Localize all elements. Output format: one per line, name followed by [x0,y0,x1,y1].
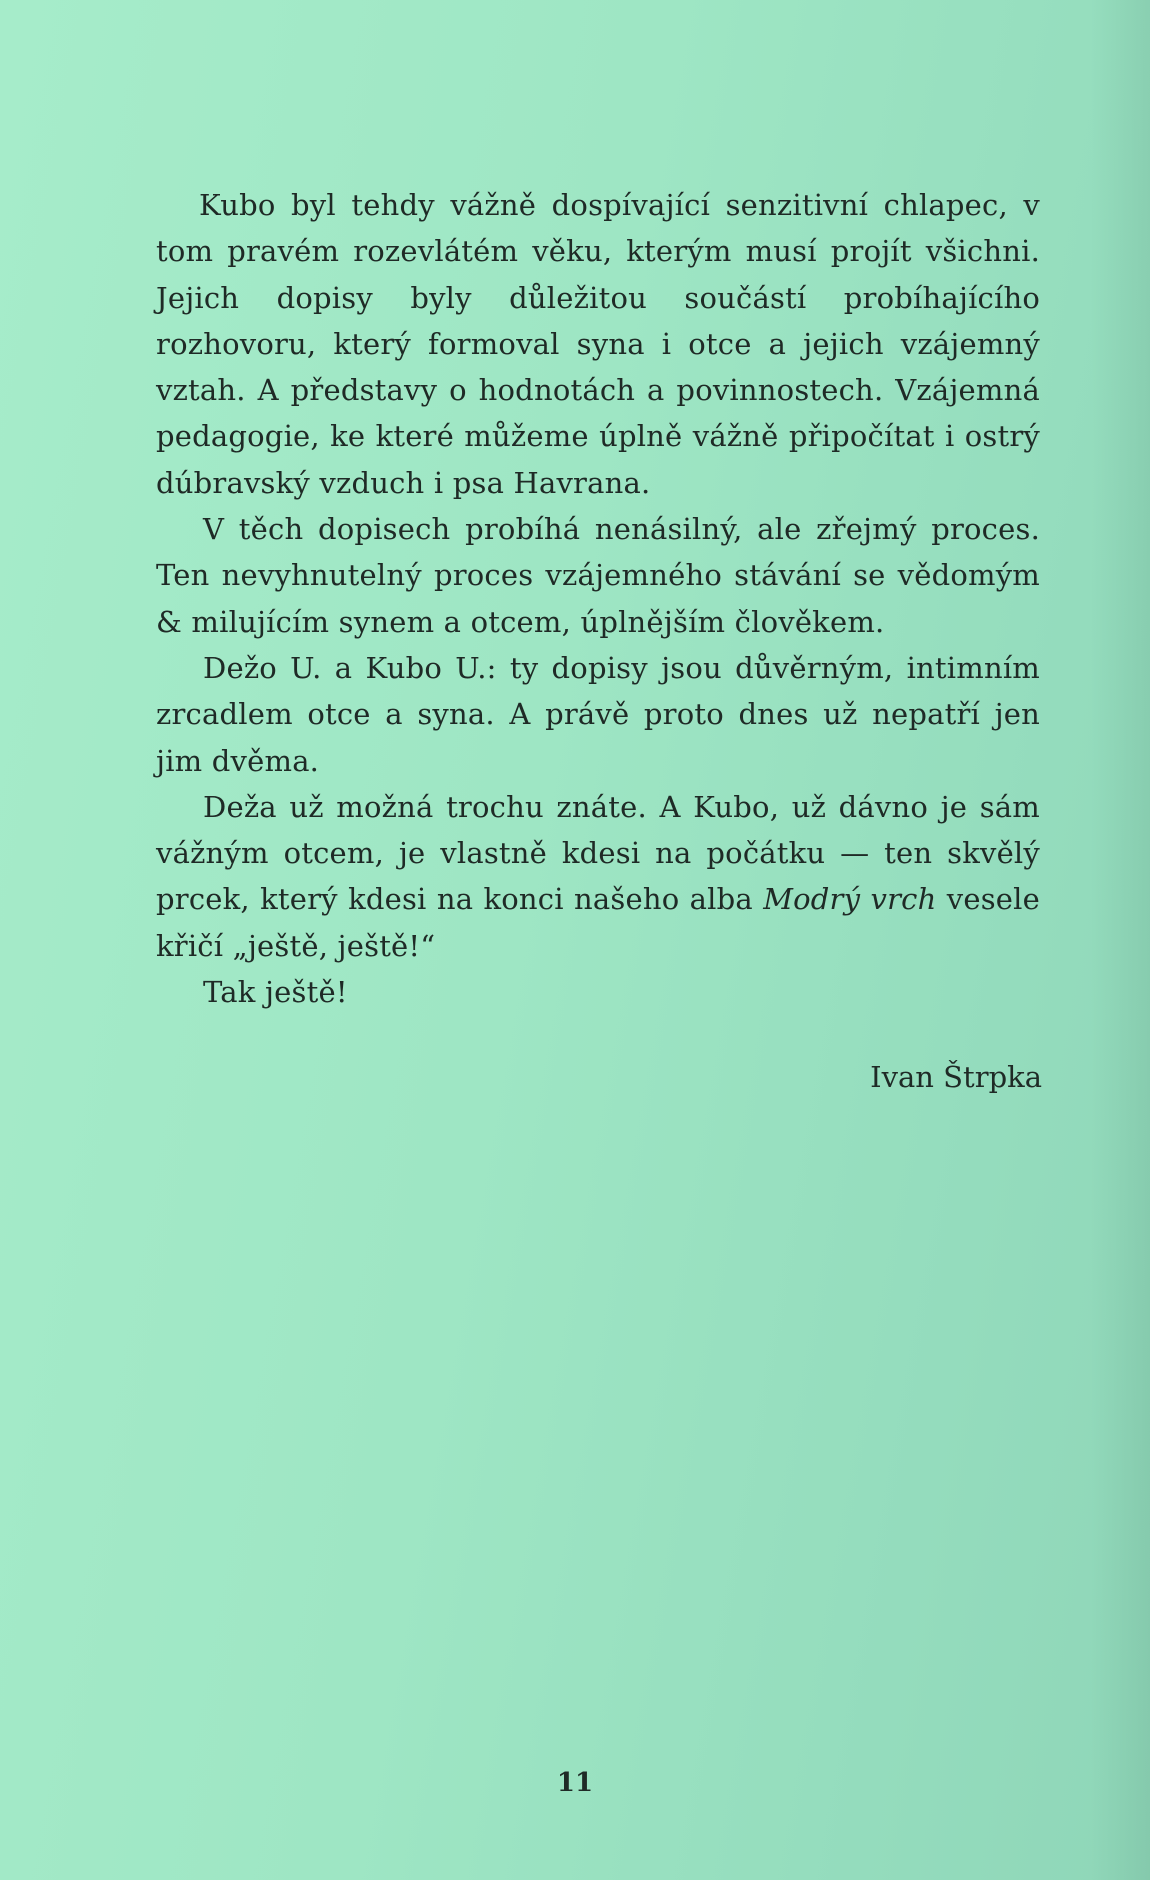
paragraph-1: Kubo byl tehdy vážně dospívající senzitivní chlapec, v tom pravém rozevlátém věku, kterým musí projít všichni. Jejich dopisy byly důležitou součástí probíhajícího rozhovoru, který formoval syna i otce a jejich vzájemný vztah. A představy o hodnotách a povinnostech. Vzájemná pedagogie, ke které můžeme úplně vážně připočítat i ostrý dúbravský vzduch i psa Havrana. [156,188,1040,500]
page-number: 11 [556,1768,594,1798]
paragraph-2: V těch dopisech probíhá nenásilný, ale zřejmý proces. Ten nevyhnutelný proces vzájemného stávání se vědomým & milujícím synem a otcem, úplnějším člověkem. [156,512,1040,639]
author-signature: Ivan Štrpka [870,1060,1042,1094]
body-text [156,182,1040,1015]
closing-line: Tak ještě! [203,975,348,1010]
album-title: Modrý vrch [763,882,937,917]
paragraph-3: Dežo U. a Kubo U.: ty dopisy jsou důvěrným, intimním zrcadlem otce a syna. A právě proto dnes už nepatří jen jim dvěma. [156,650,1040,778]
paragraph-4-text-before: Deža už možná trochu znáte. A Kubo, už dávno je sám vážným otcem, je vlastně kdesi na počátku — ten skvělý prcek, který kdesi na konci našeho alba [156,789,1040,917]
paragraph-4 [156,784,1040,969]
paragraph-4-text-after: vesele křičí „ještě, ještě!“ [156,882,1040,963]
